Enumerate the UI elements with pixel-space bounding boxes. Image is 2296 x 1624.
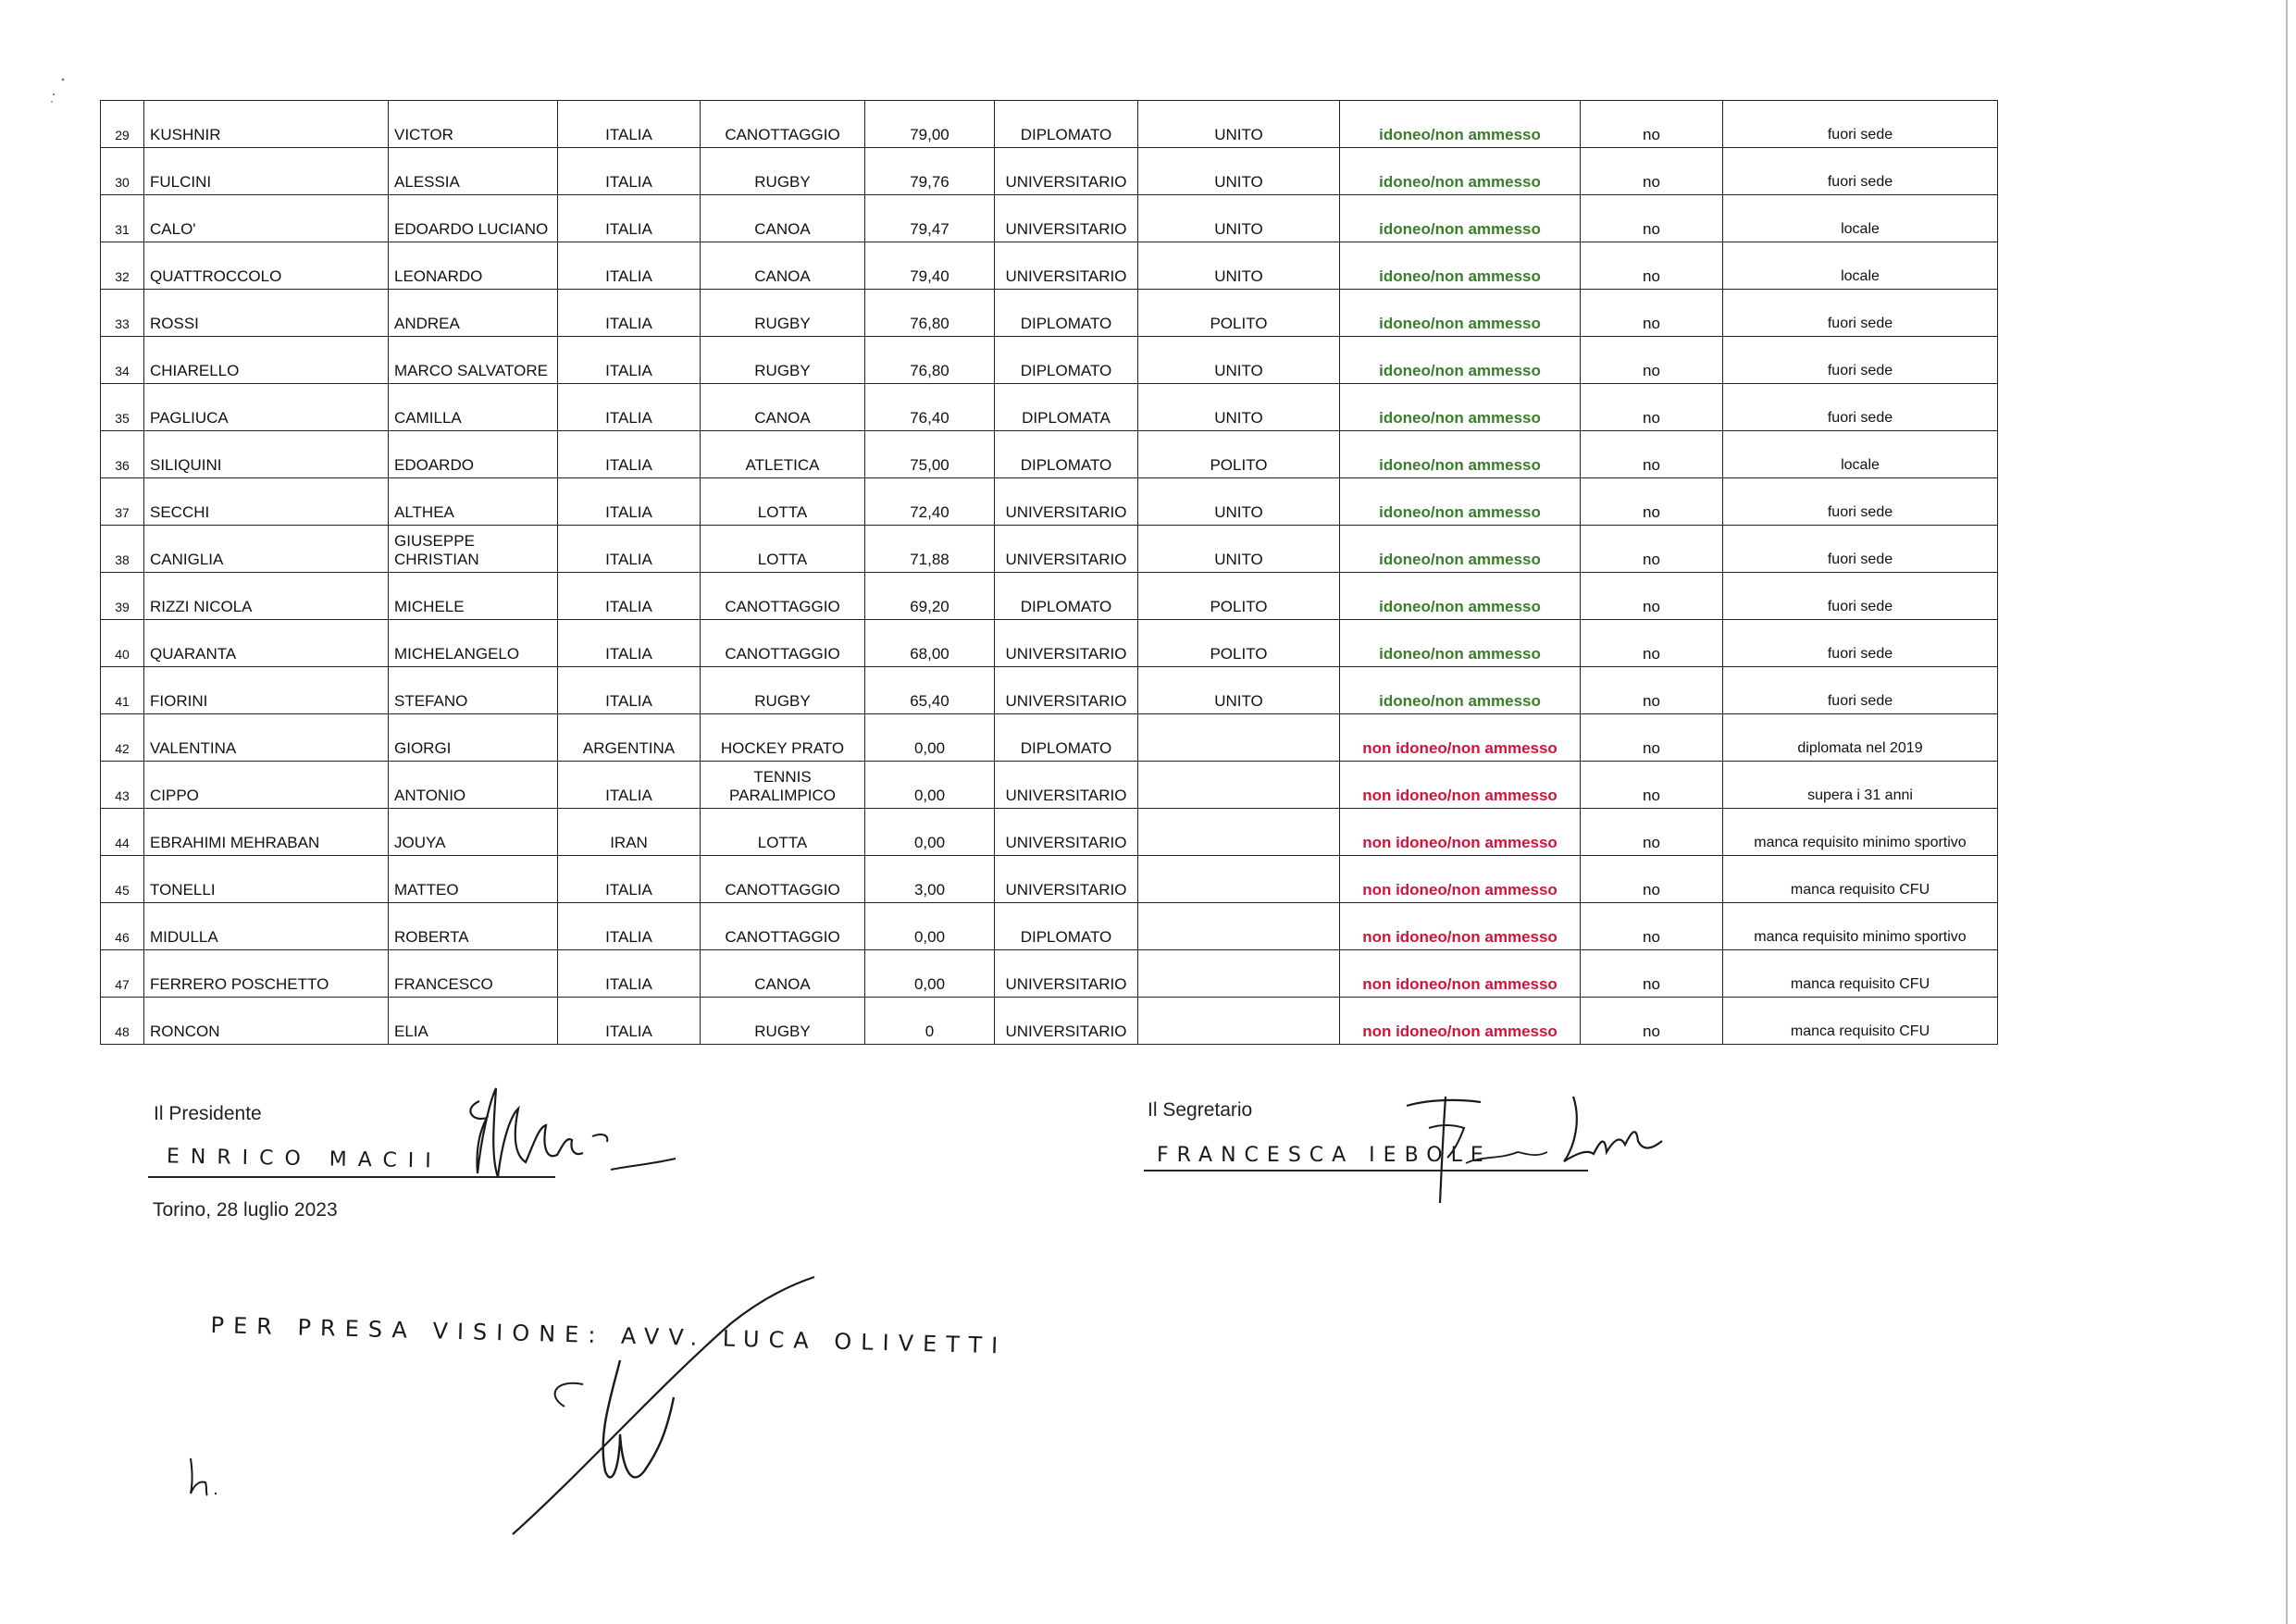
row-number-cell: 43 xyxy=(101,762,144,809)
secretary-signature xyxy=(1388,1087,1703,1208)
score-cell: 0,00 xyxy=(865,762,995,809)
qualification-cell: UNIVERSITARIO xyxy=(995,195,1138,242)
note-cell: fuori sede xyxy=(1723,148,1998,195)
flag-cell: no xyxy=(1581,101,1723,148)
status-cell: non idoneo/non ammesso xyxy=(1340,714,1581,762)
score-cell: 68,00 xyxy=(865,620,995,667)
surname-cell: RIZZI NICOLA xyxy=(144,573,389,620)
sport-cell: CANOA xyxy=(701,242,865,290)
university-cell: UNITO xyxy=(1138,384,1340,431)
surname-cell: FIORINI xyxy=(144,667,389,714)
qualification-cell: UNIVERSITARIO xyxy=(995,998,1138,1045)
surname-cell: QUARANTA xyxy=(144,620,389,667)
score-cell: 0,00 xyxy=(865,714,995,762)
table-row xyxy=(101,620,1998,667)
country-cell: ARGENTINA xyxy=(558,714,701,762)
qualification-cell: UNIVERSITARIO xyxy=(995,762,1138,809)
sport-cell: LOTTA xyxy=(701,809,865,856)
university-cell: POLITO xyxy=(1138,620,1340,667)
note-cell: manca requisito minimo sportivo xyxy=(1723,903,1998,950)
sport-cell: RUGBY xyxy=(701,998,865,1045)
first-name-cell: EDOARDO xyxy=(389,431,558,478)
first-name-cell: VICTOR xyxy=(389,101,558,148)
qualification-cell: UNIVERSITARIO xyxy=(995,620,1138,667)
score-cell: 79,40 xyxy=(865,242,995,290)
sport-cell: RUGBY xyxy=(701,667,865,714)
sport-cell: CANOTTAGGIO xyxy=(701,573,865,620)
score-cell: 0,00 xyxy=(865,903,995,950)
status-cell: non idoneo/non ammesso xyxy=(1340,950,1581,998)
table-row xyxy=(101,384,1998,431)
score-cell: 0,00 xyxy=(865,809,995,856)
flag-cell: no xyxy=(1581,242,1723,290)
note-cell: fuori sede xyxy=(1723,526,1998,573)
first-name-cell: LEONARDO xyxy=(389,242,558,290)
status-cell: idoneo/non ammesso xyxy=(1340,620,1581,667)
surname-cell: SILIQUINI xyxy=(144,431,389,478)
surname-cell: MIDULLA xyxy=(144,903,389,950)
status-cell: idoneo/non ammesso xyxy=(1340,431,1581,478)
first-name-cell: ANTONIO xyxy=(389,762,558,809)
university-cell: POLITO xyxy=(1138,290,1340,337)
secretary-name: FRANCESCA IEBOLE xyxy=(1157,1144,1492,1167)
sport-cell: CANOTTAGGIO xyxy=(701,101,865,148)
flag-cell: no xyxy=(1581,950,1723,998)
surname-cell: EBRAHIMI MEHRABAN xyxy=(144,809,389,856)
first-name-cell: MARCO SALVATORE xyxy=(389,337,558,384)
flag-cell: no xyxy=(1581,431,1723,478)
row-number-cell: 31 xyxy=(101,195,144,242)
row-number-cell: 39 xyxy=(101,573,144,620)
country-cell: ITALIA xyxy=(558,573,701,620)
row-number-cell: 29 xyxy=(101,101,144,148)
note-cell: manca requisito CFU xyxy=(1723,950,1998,998)
table-row xyxy=(101,573,1998,620)
status-cell: idoneo/non ammesso xyxy=(1340,526,1581,573)
first-name-cell: FRANCESCO xyxy=(389,950,558,998)
table-row xyxy=(101,762,1998,809)
score-cell: 79,76 xyxy=(865,148,995,195)
first-name-cell: STEFANO xyxy=(389,667,558,714)
flag-cell: no xyxy=(1581,526,1723,573)
note-cell: fuori sede xyxy=(1723,573,1998,620)
surname-cell: KUSHNIR xyxy=(144,101,389,148)
status-cell: non idoneo/non ammesso xyxy=(1340,762,1581,809)
table-row xyxy=(101,903,1998,950)
note-cell: manca requisito CFU xyxy=(1723,998,1998,1045)
surname-cell: RONCON xyxy=(144,998,389,1045)
row-number-cell: 37 xyxy=(101,478,144,526)
row-number-cell: 46 xyxy=(101,903,144,950)
qualification-cell: DIPLOMATO xyxy=(995,431,1138,478)
note-cell: diplomata nel 2019 xyxy=(1723,714,1998,762)
first-name-cell: CAMILLA xyxy=(389,384,558,431)
row-number-cell: 34 xyxy=(101,337,144,384)
qualification-cell: DIPLOMATO xyxy=(995,290,1138,337)
row-number-cell: 35 xyxy=(101,384,144,431)
first-name-cell: ANDREA xyxy=(389,290,558,337)
university-cell: UNITO xyxy=(1138,101,1340,148)
qualification-cell: UNIVERSITARIO xyxy=(995,950,1138,998)
status-cell: idoneo/non ammesso xyxy=(1340,384,1581,431)
status-cell: non idoneo/non ammesso xyxy=(1340,903,1581,950)
flag-cell: no xyxy=(1581,337,1723,384)
status-cell: idoneo/non ammesso xyxy=(1340,101,1581,148)
score-cell: 69,20 xyxy=(865,573,995,620)
sport-cell: RUGBY xyxy=(701,290,865,337)
flag-cell: no xyxy=(1581,809,1723,856)
first-name-cell: ROBERTA xyxy=(389,903,558,950)
score-cell: 76,80 xyxy=(865,337,995,384)
country-cell: ITALIA xyxy=(558,337,701,384)
table-row xyxy=(101,714,1998,762)
flag-cell: no xyxy=(1581,714,1723,762)
surname-cell: FULCINI xyxy=(144,148,389,195)
sport-cell: CANOA xyxy=(701,950,865,998)
sport-cell: RUGBY xyxy=(701,337,865,384)
sport-cell: RUGBY xyxy=(701,148,865,195)
row-number-cell: 40 xyxy=(101,620,144,667)
country-cell: ITALIA xyxy=(558,478,701,526)
qualification-cell: DIPLOMATO xyxy=(995,101,1138,148)
score-cell: 75,00 xyxy=(865,431,995,478)
acknowledgement-signature xyxy=(509,1268,824,1536)
row-number-cell: 30 xyxy=(101,148,144,195)
university-cell: UNITO xyxy=(1138,667,1340,714)
country-cell: ITALIA xyxy=(558,431,701,478)
university-cell xyxy=(1138,762,1340,809)
sport-cell: ATLETICA xyxy=(701,431,865,478)
first-name-cell: GIORGI xyxy=(389,714,558,762)
status-cell: idoneo/non ammesso xyxy=(1340,478,1581,526)
flag-cell: no xyxy=(1581,667,1723,714)
row-number-cell: 48 xyxy=(101,998,144,1045)
table-row xyxy=(101,478,1998,526)
country-cell: ITALIA xyxy=(558,762,701,809)
note-cell: supera i 31 anni xyxy=(1723,762,1998,809)
row-number-cell: 36 xyxy=(101,431,144,478)
surname-cell: CANIGLIA xyxy=(144,526,389,573)
qualification-cell: UNIVERSITARIO xyxy=(995,478,1138,526)
first-name-cell: GIUSEPPE CHRISTIAN xyxy=(389,526,558,573)
flag-cell: no xyxy=(1581,478,1723,526)
table-row xyxy=(101,337,1998,384)
first-name-cell: EDOARDO LUCIANO xyxy=(389,195,558,242)
score-cell: 0 xyxy=(865,998,995,1045)
note-cell: fuori sede xyxy=(1723,337,1998,384)
university-cell: UNITO xyxy=(1138,526,1340,573)
surname-cell: QUATTROCCOLO xyxy=(144,242,389,290)
country-cell: ITALIA xyxy=(558,856,701,903)
scan-edge xyxy=(2286,0,2288,1624)
first-name-cell: JOUYA xyxy=(389,809,558,856)
country-cell: ITALIA xyxy=(558,101,701,148)
flag-cell: no xyxy=(1581,573,1723,620)
note-cell: locale xyxy=(1723,195,1998,242)
table-row xyxy=(101,667,1998,714)
surname-cell: VALENTINA xyxy=(144,714,389,762)
score-cell: 76,40 xyxy=(865,384,995,431)
country-cell: ITALIA xyxy=(558,998,701,1045)
first-name-cell: MATTEO xyxy=(389,856,558,903)
row-number-cell: 38 xyxy=(101,526,144,573)
status-cell: idoneo/non ammesso xyxy=(1340,148,1581,195)
flag-cell: no xyxy=(1581,148,1723,195)
flag-cell: no xyxy=(1581,620,1723,667)
university-cell xyxy=(1138,856,1340,903)
row-number-cell: 32 xyxy=(101,242,144,290)
place-date: Torino, 28 luglio 2023 xyxy=(153,1199,338,1221)
table-row xyxy=(101,526,1998,573)
first-name-cell: MICHELANGELO xyxy=(389,620,558,667)
country-cell: ITALIA xyxy=(558,667,701,714)
country-cell: ITALIA xyxy=(558,384,701,431)
flag-cell: no xyxy=(1581,384,1723,431)
university-cell xyxy=(1138,714,1340,762)
note-cell: fuori sede xyxy=(1723,478,1998,526)
first-name-cell: ELIA xyxy=(389,998,558,1045)
surname-cell: CIPPO xyxy=(144,762,389,809)
university-cell xyxy=(1138,998,1340,1045)
country-cell: IRAN xyxy=(558,809,701,856)
surname-cell: PAGLIUCA xyxy=(144,384,389,431)
university-cell xyxy=(1138,809,1340,856)
country-cell: ITALIA xyxy=(558,950,701,998)
sport-cell: HOCKEY PRATO xyxy=(701,714,865,762)
acknowledgement-text: PER PRESA VISIONE: AVV. LUCA OLIVETTI xyxy=(210,1312,1008,1359)
note-cell: fuori sede xyxy=(1723,290,1998,337)
note-cell: locale xyxy=(1723,431,1998,478)
country-cell: ITALIA xyxy=(558,526,701,573)
score-cell: 0,00 xyxy=(865,950,995,998)
sport-cell: CANOA xyxy=(701,384,865,431)
qualification-cell: DIPLOMATO xyxy=(995,903,1138,950)
country-cell: ITALIA xyxy=(558,242,701,290)
university-cell xyxy=(1138,950,1340,998)
sport-cell: CANOTTAGGIO xyxy=(701,856,865,903)
status-cell: idoneo/non ammesso xyxy=(1340,573,1581,620)
president-label: Il Presidente xyxy=(154,1103,262,1124)
table-row xyxy=(101,998,1998,1045)
country-cell: ITALIA xyxy=(558,290,701,337)
score-cell: 65,40 xyxy=(865,667,995,714)
table-row xyxy=(101,290,1998,337)
president-signature xyxy=(453,1081,694,1192)
score-cell: 71,88 xyxy=(865,526,995,573)
president-name: ENRICO MACII xyxy=(166,1145,442,1173)
table-row xyxy=(101,809,1998,856)
country-cell: ITALIA xyxy=(558,148,701,195)
country-cell: ITALIA xyxy=(558,195,701,242)
university-cell: POLITO xyxy=(1138,573,1340,620)
qualification-cell: DIPLOMATO xyxy=(995,714,1138,762)
sport-cell: CANOA xyxy=(701,195,865,242)
flag-cell: no xyxy=(1581,856,1723,903)
qualification-cell: DIPLOMATA xyxy=(995,384,1138,431)
flag-cell: no xyxy=(1581,290,1723,337)
status-cell: idoneo/non ammesso xyxy=(1340,290,1581,337)
scan-marks xyxy=(44,74,72,111)
sport-cell: LOTTA xyxy=(701,526,865,573)
table-row xyxy=(101,242,1998,290)
status-cell: idoneo/non ammesso xyxy=(1340,667,1581,714)
row-number-cell: 33 xyxy=(101,290,144,337)
score-cell: 3,00 xyxy=(865,856,995,903)
status-cell: non idoneo/non ammesso xyxy=(1340,998,1581,1045)
qualification-cell: DIPLOMATO xyxy=(995,573,1138,620)
score-cell: 72,40 xyxy=(865,478,995,526)
university-cell: UNITO xyxy=(1138,337,1340,384)
secretary-label: Il Segretario xyxy=(1148,1099,1253,1121)
status-cell: idoneo/non ammesso xyxy=(1340,337,1581,384)
university-cell: POLITO xyxy=(1138,431,1340,478)
row-number-cell: 42 xyxy=(101,714,144,762)
table-row xyxy=(101,950,1998,998)
qualification-cell: UNIVERSITARIO xyxy=(995,667,1138,714)
initial-mark xyxy=(183,1453,230,1499)
score-cell: 79,00 xyxy=(865,101,995,148)
sport-cell: CANOTTAGGIO xyxy=(701,620,865,667)
note-cell: fuori sede xyxy=(1723,101,1998,148)
flag-cell: no xyxy=(1581,998,1723,1045)
qualification-cell: UNIVERSITARIO xyxy=(995,809,1138,856)
surname-cell: TONELLI xyxy=(144,856,389,903)
sport-cell: TENNIS PARALIMPICO xyxy=(701,762,865,809)
qualification-cell: UNIVERSITARIO xyxy=(995,242,1138,290)
row-number-cell: 45 xyxy=(101,856,144,903)
table-row xyxy=(101,856,1998,903)
flag-cell: no xyxy=(1581,762,1723,809)
first-name-cell: ALTHEA xyxy=(389,478,558,526)
university-cell xyxy=(1138,903,1340,950)
status-cell: idoneo/non ammesso xyxy=(1340,242,1581,290)
table-row xyxy=(101,431,1998,478)
surname-cell: CHIARELLO xyxy=(144,337,389,384)
score-cell: 79,47 xyxy=(865,195,995,242)
row-number-cell: 41 xyxy=(101,667,144,714)
note-cell: fuori sede xyxy=(1723,620,1998,667)
sport-cell: CANOTTAGGIO xyxy=(701,903,865,950)
note-cell: locale xyxy=(1723,242,1998,290)
surname-cell: ROSSI xyxy=(144,290,389,337)
status-cell: non idoneo/non ammesso xyxy=(1340,809,1581,856)
flag-cell: no xyxy=(1581,195,1723,242)
first-name-cell: ALESSIA xyxy=(389,148,558,195)
table-row xyxy=(101,148,1998,195)
flag-cell: no xyxy=(1581,903,1723,950)
row-number-cell: 44 xyxy=(101,809,144,856)
note-cell: manca requisito minimo sportivo xyxy=(1723,809,1998,856)
surname-cell: CALO' xyxy=(144,195,389,242)
table-body xyxy=(101,101,1998,1045)
university-cell: UNITO xyxy=(1138,478,1340,526)
status-cell: non idoneo/non ammesso xyxy=(1340,856,1581,903)
sport-cell: LOTTA xyxy=(701,478,865,526)
qualification-cell: UNIVERSITARIO xyxy=(995,526,1138,573)
qualification-cell: UNIVERSITARIO xyxy=(995,856,1138,903)
first-name-cell: MICHELE xyxy=(389,573,558,620)
university-cell: UNITO xyxy=(1138,195,1340,242)
surname-cell: SECCHI xyxy=(144,478,389,526)
table-row xyxy=(101,101,1998,148)
country-cell: ITALIA xyxy=(558,620,701,667)
qualification-cell: DIPLOMATO xyxy=(995,337,1138,384)
university-cell: UNITO xyxy=(1138,148,1340,195)
country-cell: ITALIA xyxy=(558,903,701,950)
note-cell: fuori sede xyxy=(1723,667,1998,714)
qualification-cell: UNIVERSITARIO xyxy=(995,148,1138,195)
results-table xyxy=(100,100,1998,1045)
status-cell: idoneo/non ammesso xyxy=(1340,195,1581,242)
university-cell: UNITO xyxy=(1138,242,1340,290)
surname-cell: FERRERO POSCHETTO xyxy=(144,950,389,998)
table-row xyxy=(101,195,1998,242)
note-cell: manca requisito CFU xyxy=(1723,856,1998,903)
note-cell: fuori sede xyxy=(1723,384,1998,431)
score-cell: 76,80 xyxy=(865,290,995,337)
row-number-cell: 47 xyxy=(101,950,144,998)
